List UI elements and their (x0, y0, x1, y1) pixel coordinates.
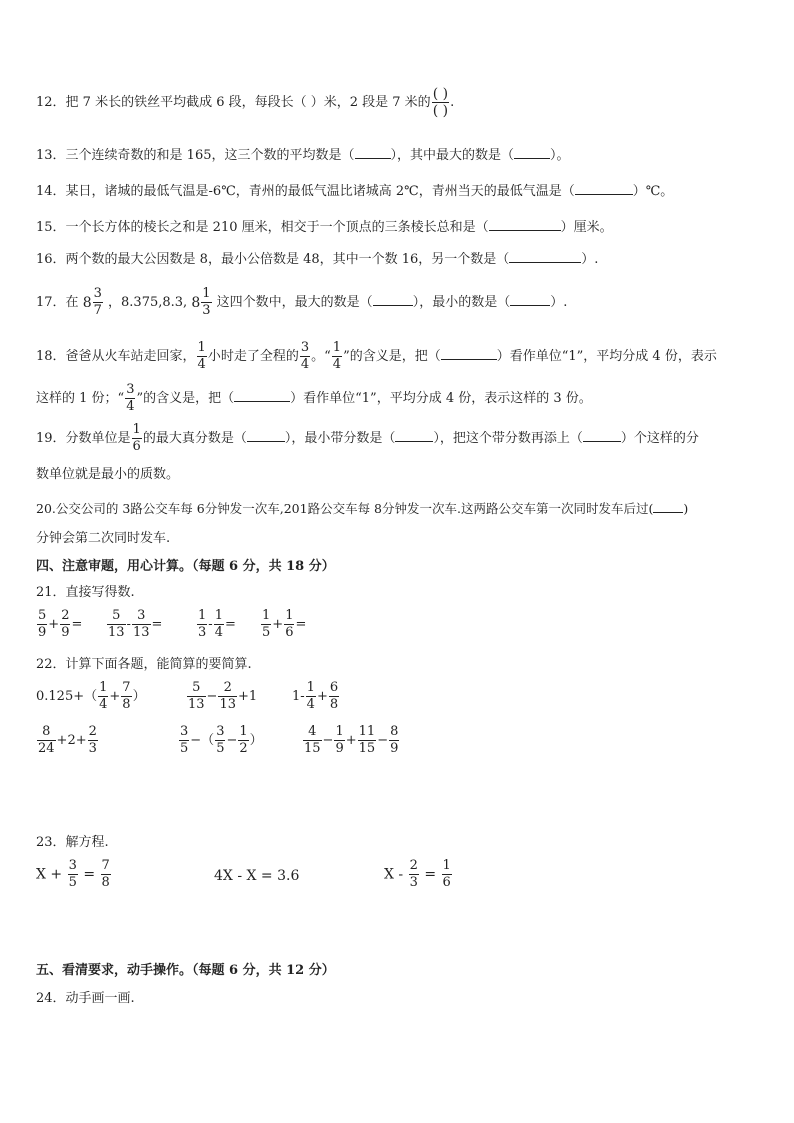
section-5-heading: 五、看清要求，动手操作。（每题 6 分，共 12 分） (36, 963, 335, 978)
question-13: 13．三个连续奇数的和是 165，这三个数的平均数是（ ），其中最大的数是（ ）。 (36, 148, 570, 163)
fraction: $\frac{1}{3}$ (202, 286, 211, 318)
question-12: 12．把 7 米长的铁丝平均截成 6 段，每段长（ ）米，2 段是 7 米的 $\frac{( )}{( )}$ . (36, 86, 455, 119)
q23-equation-1: X + $\frac{3}{5}$ = $\frac{7}{8}$ (36, 858, 110, 890)
question-20-line-1: 20.公交公司的 3路公交车每 6分钟发一次车,201路公交车每 8分钟发一次车.这两路公交车第一次同时发车后过( ) (36, 501, 689, 516)
q22-expr-2: $\frac{5}{13}$ − $\frac{2}{13}$ +1 (188, 680, 258, 712)
question-19-line-2: 数单位就是最小的质数。 (36, 467, 180, 482)
question-20-line-2: 分钟会第二次同时发车. (36, 531, 171, 546)
q21-item-2: $\frac{5}{13}$ - $\frac{3}{13}$ = (108, 608, 163, 640)
q22-expr-1: 0.125+（ $\frac{1}{4}$ + $\frac{7}{8}$ ） (36, 680, 146, 712)
question-18-line-1: 18．爸爸从火车站走回家， $\frac{1}{4}$ 小时走了全程的 $\frac{3}{4}$ 。“ $\frac{1}{4}$ ”的含义是，把（ ）看作单位“1”，平均分成 4 份，表示 (36, 340, 717, 372)
answer-blank[interactable] (247, 429, 285, 442)
question-18-line-2: 这样的 1 份；“ $\frac{3}{4}$ ”的含义是，把（ ）看作单位“1”，平均分成 4 份，表示这样的 3 份。 (36, 382, 592, 414)
q22-expr-4: $\frac{8}{24}$ +2+ $\frac{2}{3}$ (38, 724, 97, 756)
answer-blank[interactable] (373, 293, 413, 306)
q21-item-3: $\frac{1}{3}$ - $\frac{1}{4}$ = (198, 608, 236, 640)
answer-blank[interactable] (355, 146, 391, 159)
answer-blank[interactable] (510, 293, 550, 306)
q22-expr-6: $\frac{4}{15}$ − $\frac{1}{9}$ + $\frac{11}{15}$ − $\frac{8}{9}$ (304, 724, 399, 756)
fraction: $\frac{3}{7}$ (93, 286, 102, 318)
answer-blank[interactable] (514, 146, 550, 159)
fraction: $\frac{3}{4}$ (300, 340, 310, 372)
q21-item-4: $\frac{1}{5}$ + $\frac{1}{6}$ = (262, 608, 307, 640)
question-19-line-1: 19．分数单位是 $\frac{1}{6}$ 的最大真分数是（ ），最小带分数是（ ），把这个带分数再添上（ ）个这样的分 (36, 422, 699, 454)
question-23-title: 23．解方程. (36, 835, 109, 850)
question-16: 16．两个数的最大公因数是 8，最小公倍数是 48，其中一个数 16，另一个数是（ ）. (36, 252, 599, 267)
answer-blank[interactable] (653, 500, 683, 513)
answer-blank[interactable] (575, 182, 633, 195)
q23-equation-3: X - $\frac{2}{3}$ = $\frac{1}{6}$ (384, 858, 451, 890)
fraction: $\frac{( )}{( )}$ (432, 86, 449, 119)
q22-expr-3: 1- $\frac{1}{4}$ + $\frac{6}{8}$ (292, 680, 339, 712)
question-22-title: 22．计算下面各题，能简算的要简算. (36, 657, 252, 672)
fraction: $\frac{1}{6}$ (132, 422, 141, 454)
answer-blank[interactable] (395, 429, 433, 442)
fraction: $\frac{1}{4}$ (197, 340, 206, 372)
answer-blank[interactable] (441, 347, 497, 360)
question-14: 14．某日，诸城的最低气温是-6℃，青州的最低气温比诸城高 2℃，青州当天的最低气温是（ ）℃。 (36, 184, 674, 199)
q22-expr-5: $\frac{3}{5}$ −（ $\frac{3}{5}$ − $\frac{1}{2}$ ） (180, 724, 263, 756)
q23-equation-2: 4X - X = 3.6 (214, 868, 300, 884)
q21-item-1: $\frac{5}{9}$ + $\frac{2}{9}$ = (38, 608, 83, 640)
fraction: $\frac{3}{4}$ (126, 382, 135, 414)
question-17: 17．在 8 $\frac{3}{7}$ ，8.375,8.3, 8 $\frac{1}{3}$ 这四个数中，最大的数是（ ），最小的数是（ ）. (36, 286, 568, 318)
question-24: 24．动手画一画. (36, 991, 135, 1006)
answer-blank[interactable] (489, 218, 561, 231)
section-4-heading: 四、注意审题，用心计算。（每题 6 分，共 18 分） (36, 559, 335, 574)
answer-blank[interactable] (234, 389, 290, 402)
question-15: 15．一个长方体的棱长之和是 210 厘米，相交于一个顶点的三条棱长总和是（ ）厘米。 (36, 220, 613, 235)
fraction: $\frac{1}{4}$ (332, 340, 342, 372)
answer-blank[interactable] (583, 429, 621, 442)
question-21-title: 21．直接写得数. (36, 585, 135, 600)
answer-blank[interactable] (509, 250, 581, 263)
